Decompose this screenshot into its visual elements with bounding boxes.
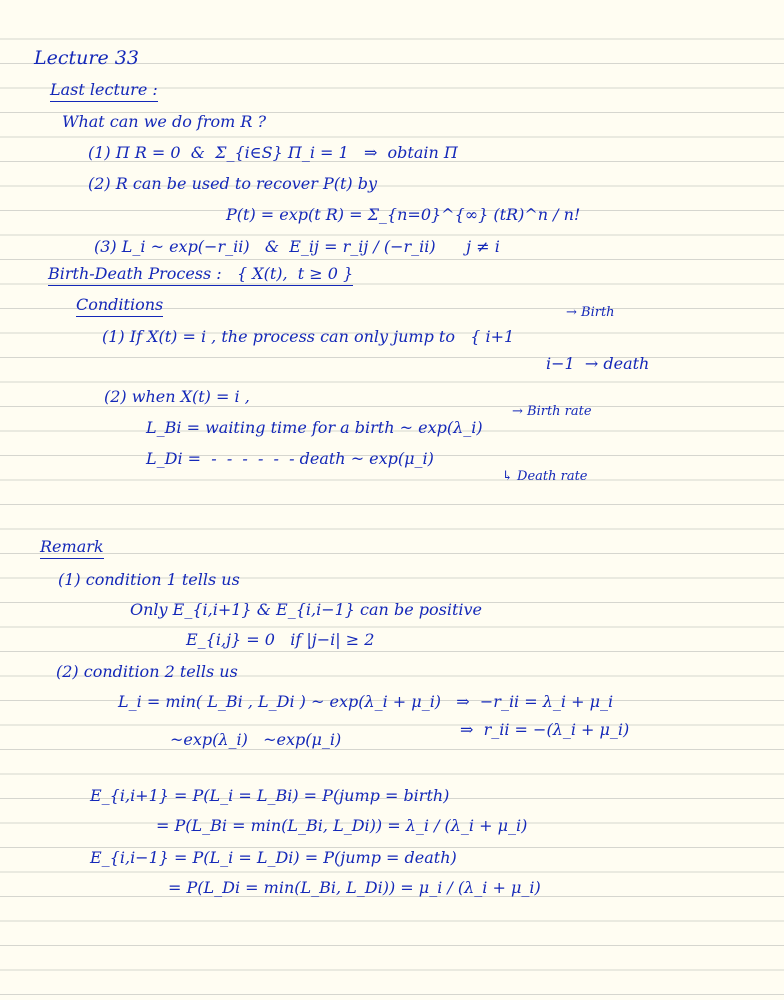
annotation-birth: → Birth [566,305,615,320]
note-line: = P(L_Di = min(L_Bi, L_Di)) = μ_i / (λ_i + μ_i) [168,878,541,897]
heading-conditions: Conditions [76,295,163,317]
note-line: (2) when X(t) = i , [104,387,250,406]
note-line: = P(L_Bi = min(L_Bi, L_Di)) = λ_i / (λ_i + μ_i) [156,816,528,835]
lecture-title: Lecture 33 [34,47,139,69]
annotation-death-rate: ↳ Death rate [502,469,588,484]
heading-remark: Remark [40,537,104,559]
note-line: L_i = min( L_Bi , L_Di ) ~ exp(λ_i + μ_i) ⇒ −r_ii = λ_i + μ_i [118,692,614,711]
note-line: Only E_{i,i+1} & E_{i,i−1} can be positive [130,600,482,619]
note-line: (1) Π R = 0 & Σ_{i∈S} Π_i = 1 ⇒ obtain Π [88,143,458,162]
heading-birth-death: Birth-Death Process : { X(t), t ≥ 0 } [48,264,353,286]
annotation-birth-rate: → Birth rate [512,404,592,419]
note-line: E_{i,j} = 0 if |j−i| ≥ 2 [186,630,375,649]
note-line: i−1 → death [546,354,650,373]
note-line: (1) condition 1 tells us [58,570,240,589]
note-line: (3) L_i ~ exp(−r_ii) & E_ij = r_ij / (−r_ii) j ≠ i [94,237,500,256]
note-line: (1) If X(t) = i , the process can only jump to { i+1 [102,327,515,346]
formula-line: P(t) = exp(t R) = Σ_{n=0}^{∞} (tR)^n / n! [226,205,581,224]
heading-last-lecture: Last lecture : [50,80,158,102]
note-line: What can we do from R ? [62,112,267,131]
note-line: E_{i,i−1} = P(L_i = L_Di) = P(jump = death) [90,848,457,867]
note-line: L_Di = - - - - - - death ~ exp(μ_i) [146,449,434,468]
note-line: ~exp(λ_i) ~exp(μ_i) [170,730,342,749]
note-line: (2) R can be used to recover P(t) by [88,174,378,193]
note-line: E_{i,i+1} = P(L_i = L_Bi) = P(jump = birth) [90,786,450,805]
note-line: (2) condition 2 tells us [56,662,238,681]
note-line: L_Bi = waiting time for a birth ~ exp(λ_i) [146,418,483,437]
note-line: ⇒ r_ii = −(λ_i + μ_i) [460,720,630,739]
